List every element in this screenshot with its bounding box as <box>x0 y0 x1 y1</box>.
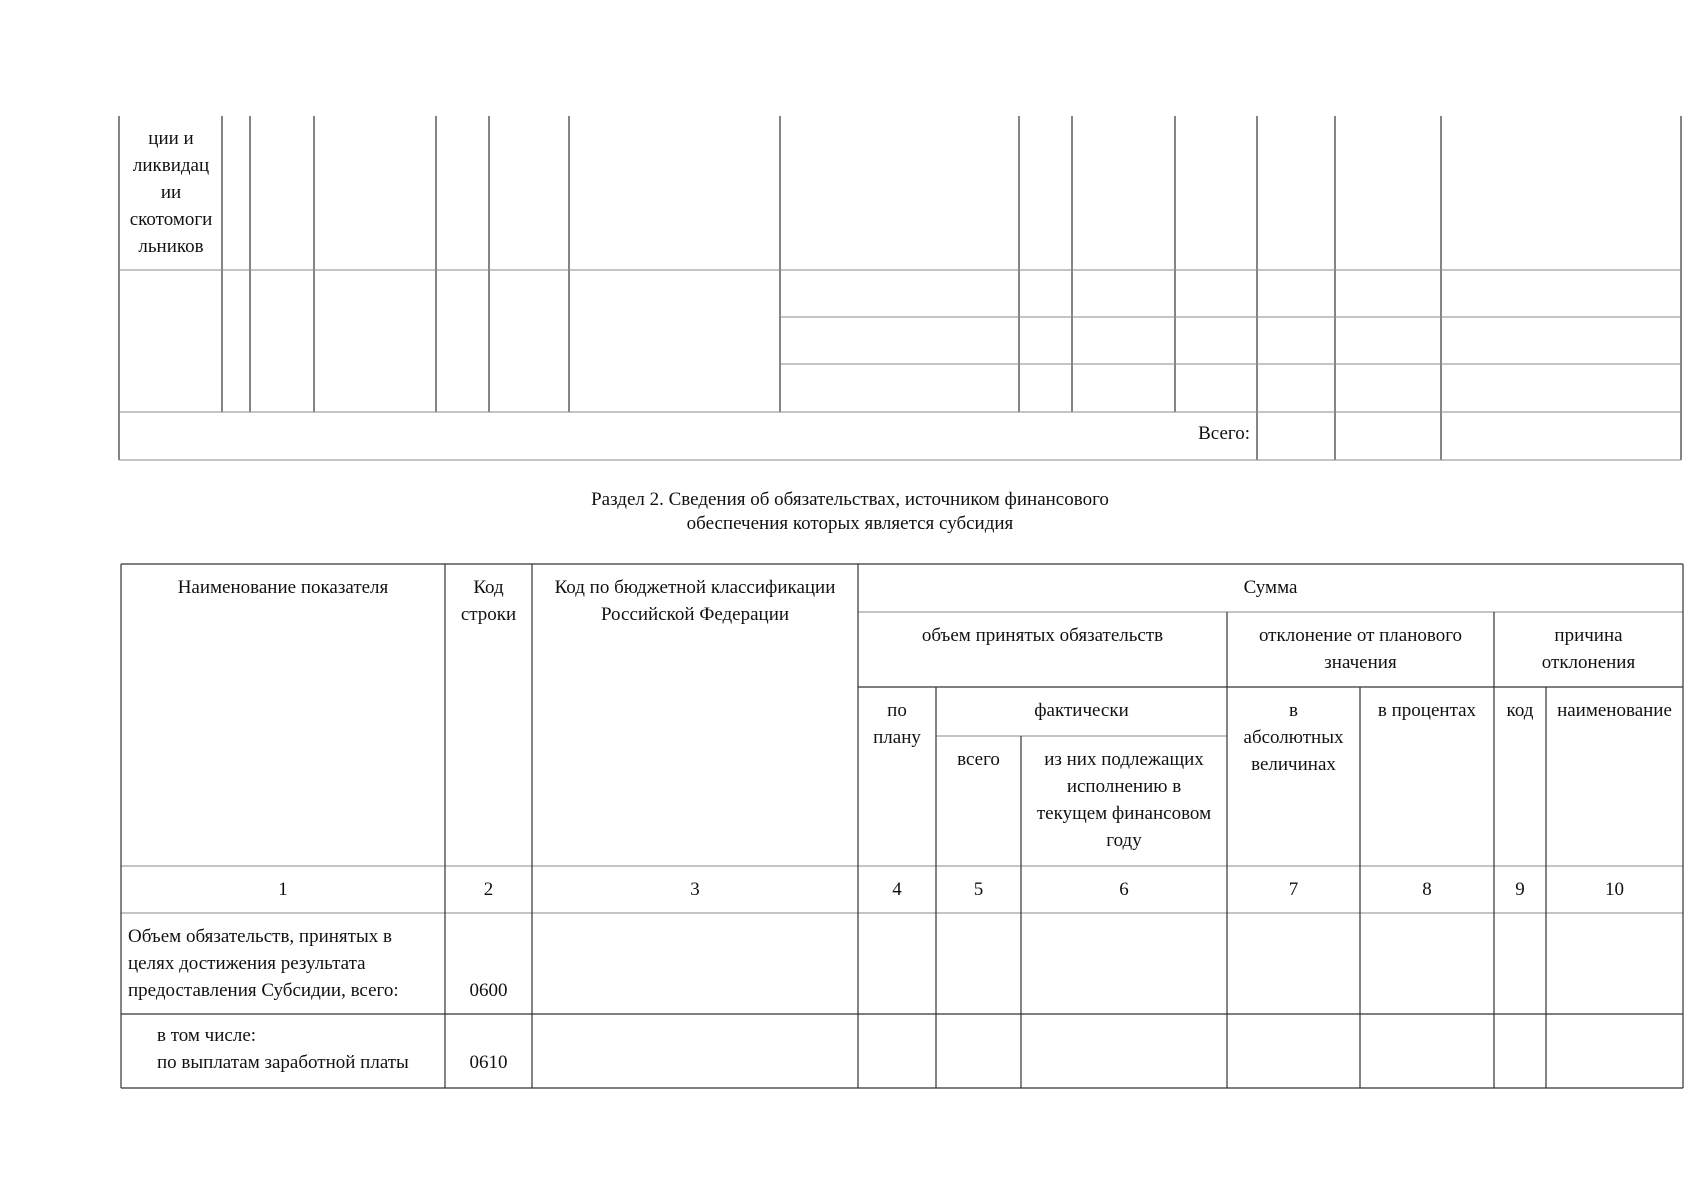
column-number-2: 2 <box>483 879 494 900</box>
header-deviation-line-2: значения <box>1324 652 1397 673</box>
header-plan-line-2: плану <box>873 727 921 748</box>
header-row-code-line-1: Код <box>473 577 504 598</box>
first-cell-line-5: льников <box>138 236 204 257</box>
header-plan-line-1: по <box>887 700 907 721</box>
column-number-8: 8 <box>1422 879 1432 900</box>
header-actual: фактически <box>1034 700 1129 721</box>
column-number-1: 1 <box>278 879 288 900</box>
header-plan <box>858 697 936 751</box>
column-number-6: 6 <box>1119 879 1129 900</box>
header-indicator-name: Наименование показателя <box>177 577 389 598</box>
header-sum: Сумма <box>1243 577 1298 598</box>
header-absolute <box>1227 697 1360 778</box>
row-0600-label-line-1: Объем обязательств, принятых в <box>128 926 392 947</box>
header-budget-code-line-2: Российской Федерации <box>600 604 790 625</box>
header-reason-line-2: отклонения <box>1541 652 1636 673</box>
header-absolute-line-2: абсолютных <box>1243 727 1344 748</box>
column-number-7: 7 <box>1288 879 1299 900</box>
row-0600-label-line-3: предоставления Субсидии, всего: <box>128 980 399 1001</box>
header-row-code <box>445 574 532 628</box>
column-number-10: 10 <box>1605 879 1624 900</box>
row-0610-label-line-1: в том числе: <box>157 1025 257 1046</box>
section2-title-line-2: обеспечения которых является субсидия <box>686 513 1014 534</box>
first-cell-line-3: ии <box>160 182 182 203</box>
header-deviation-line-1: отклонение от планового <box>1258 625 1463 646</box>
column-number-3: 3 <box>690 879 700 900</box>
header-deviation <box>1227 622 1494 676</box>
header-percent: в процентах <box>1377 700 1477 721</box>
header-budget-code <box>532 574 858 628</box>
header-budget-code-line-1: Код по бюджетной классификации <box>554 577 836 598</box>
header-current-year-line-1: из них подлежащих <box>1044 749 1204 770</box>
header-reason-line-1: причина <box>1554 625 1623 646</box>
section2-title <box>400 488 1300 536</box>
row-0610-label-line-2: по выплатам заработной платы <box>157 1052 409 1073</box>
row-0610-code: 0610 <box>469 1052 508 1073</box>
row-0600-code: 0600 <box>469 980 508 1001</box>
column-number-9: 9 <box>1515 879 1525 900</box>
header-reason <box>1494 622 1683 676</box>
header-current-year-line-3: текущем финансовом <box>1036 803 1212 824</box>
top-table-first-cell <box>122 125 220 260</box>
row-0600-label-line-2: целях достижения результата <box>128 953 366 974</box>
section2-title-line-1: Раздел 2. Сведения об обязательствах, источником финансового <box>591 489 1109 510</box>
header-current-year-line-2: исполнению в <box>1066 776 1182 797</box>
first-cell-line-1: ции и <box>148 128 194 149</box>
first-cell-line-4: скотомоги <box>129 209 213 230</box>
row-0610-label <box>157 1022 443 1076</box>
header-total: всего <box>957 749 1000 770</box>
column-number-5: 5 <box>973 879 984 900</box>
header-absolute-line-1: в <box>1289 700 1298 721</box>
header-code: код <box>1506 700 1534 721</box>
total-label: Всего: <box>1198 423 1250 444</box>
header-current-year-line-4: году <box>1106 830 1142 851</box>
header-absolute-line-3: величинах <box>1251 754 1336 775</box>
header-accepted: объем принятых обязательств <box>921 625 1164 646</box>
column-number-4: 4 <box>892 879 902 900</box>
header-current-year <box>1021 746 1227 854</box>
row-0600-label <box>128 923 443 1004</box>
first-cell-line-2: ликвидац <box>132 155 210 176</box>
header-name: наименование <box>1557 700 1672 721</box>
header-row-code-line-2: строки <box>460 604 517 625</box>
